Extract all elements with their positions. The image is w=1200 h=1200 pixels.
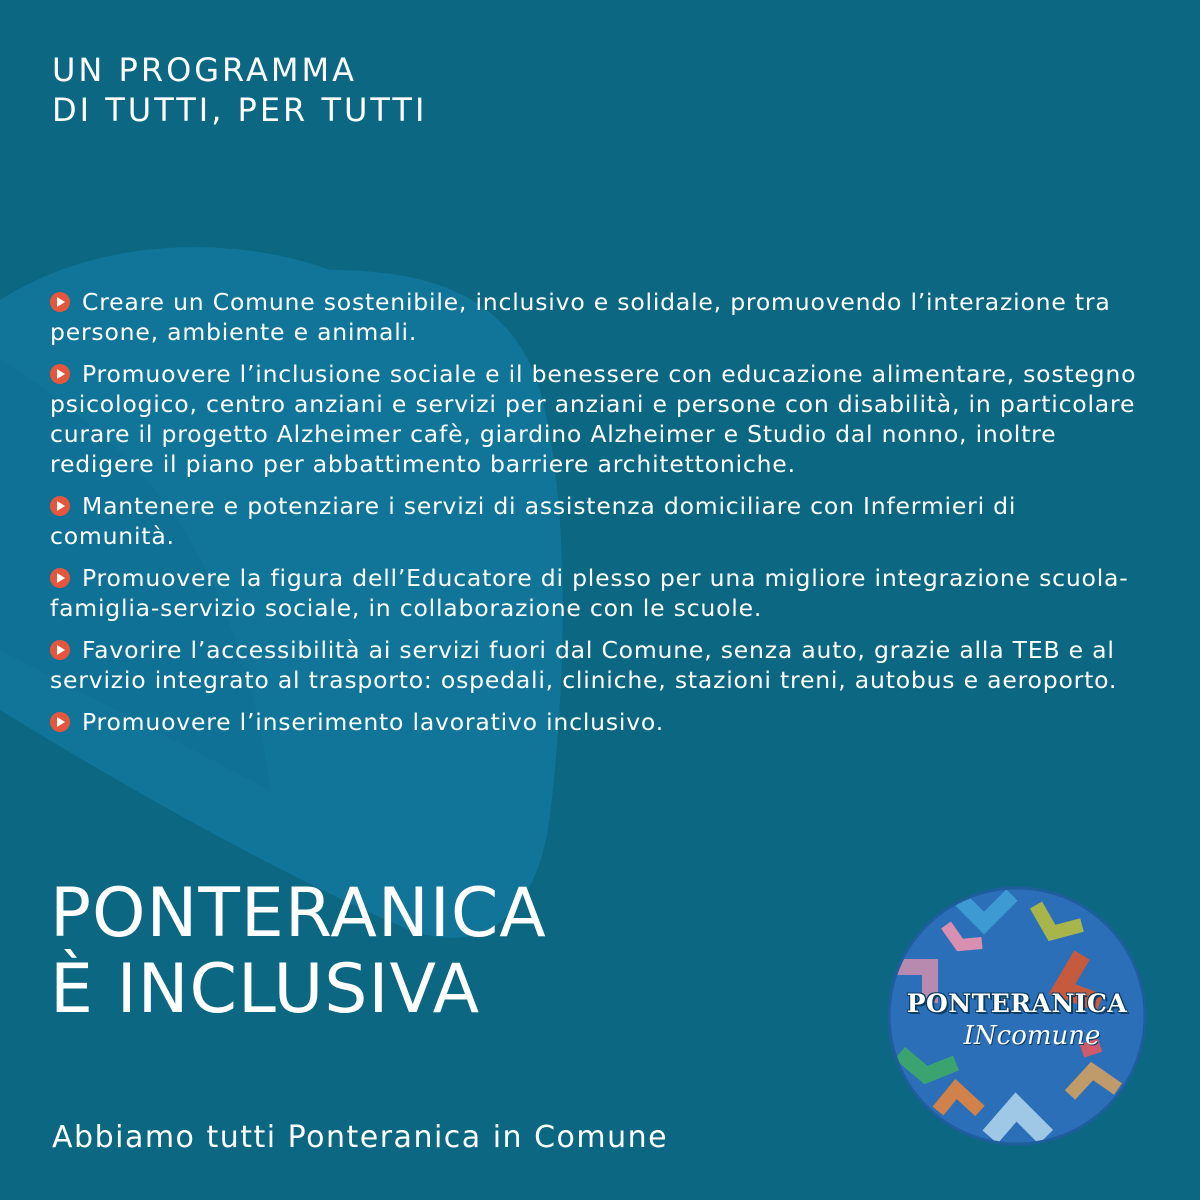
tagline: Abbiamo tutti Ponteranica in Comune [52,1120,669,1155]
arrow-bullet-icon [50,292,70,312]
program-points-list [50,287,1140,749]
arrow-bullet-icon [50,364,70,384]
headline-line-1: PONTERANICA [50,874,547,953]
list-item [50,635,1140,695]
point-text: Creare un Comune sostenibile, inclusivo e solidale, promuovendo l’interazione tra persone, ambiente e animali. [50,288,1111,346]
point-text: Mantenere e potenziare i servizi di assistenza domiciliare con Infermieri di comunità. [50,492,1017,550]
list-item [50,707,1140,737]
headline-line-2: È INCLUSIVA [50,950,481,1029]
arrow-bullet-icon [50,496,70,516]
ponteranica-incomune-logo [886,885,1148,1147]
point-text: Promuovere l’inserimento lavorativo inclusivo. [82,708,664,736]
header-line-2: DI TUTTI, PER TUTTI [52,91,428,129]
arrow-bullet-icon [50,568,70,588]
headline [50,876,547,1028]
header-title [52,50,427,130]
list-item [50,287,1140,347]
list-item [50,359,1140,479]
arrow-bullet-icon [50,712,70,732]
point-text: Promuovere la figura dell’Educatore di plesso per una migliore integrazione scuola-famiglia-servizio sociale, in collaborazione con le scuole. [50,564,1129,622]
point-text: Promuovere l’inclusione sociale e il benessere con educazione alimentare, sostegno psicologico, centro anziani e servizi per anziani e persone con disabilità, in particolare curare il progetto Alzheimer cafè, giardino Alzheimer e Studio dal nonno, inoltre redigere il piano per abbattimento barriere architettoniche. [50,360,1137,478]
arrow-bullet-icon [50,640,70,660]
point-text: Favorire l’accessibilità ai servizi fuori dal Comune, senza auto, grazie alla TEB e al servizio integrato al trasporto: ospedali, cliniche, stazioni treni, autobus e aeroporto. [50,636,1118,694]
header-line-1: UN PROGRAMMA [52,51,357,89]
list-item [50,563,1140,623]
logo-sub-text: INcomune [963,1021,1101,1051]
list-item [50,491,1140,551]
logo-brand-text: PONTERANICA [906,989,1128,1018]
